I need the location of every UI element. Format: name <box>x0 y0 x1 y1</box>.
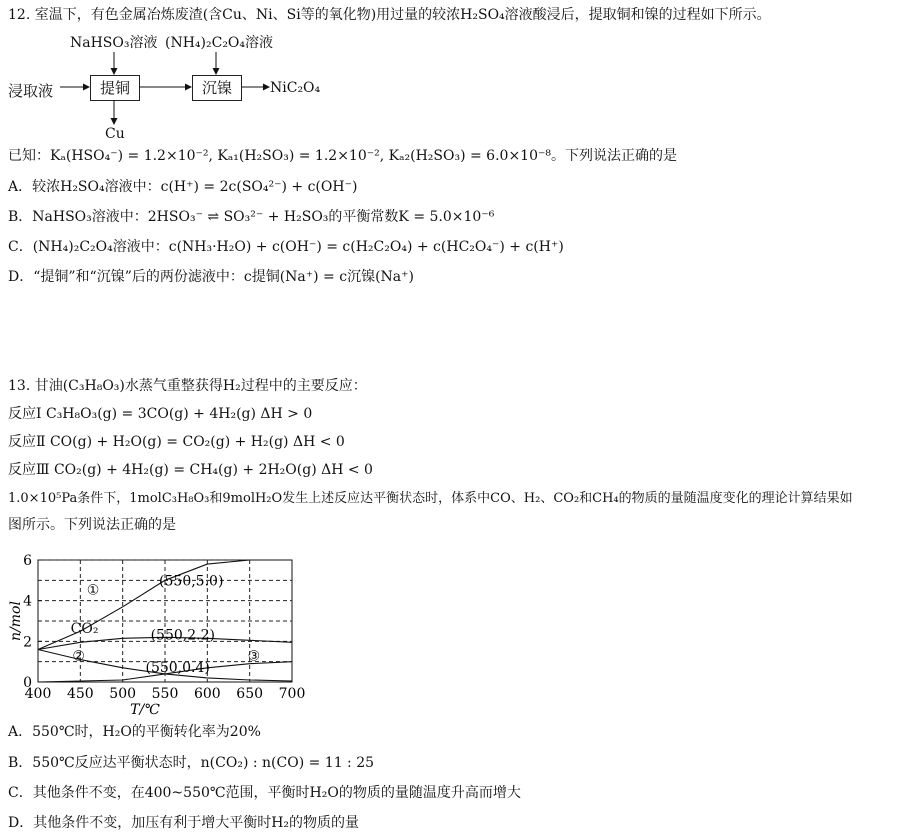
q13-condition-1: 1.0×10⁵Pa条件下，1molC₃H₈O₃和9molH₂O发生上述反应达平衡状态时，体系中CO、H₂、CO₂和CH₄的物质的量随温度变化的理论计算结果如 <box>8 491 853 506</box>
q13-option-c: C．其他条件不变，在400~550℃范围，平衡时H₂O的物质的量随温度升高而增大 <box>8 785 521 801</box>
series-label: ② <box>72 648 85 665</box>
x-tick-label: 650 <box>236 686 264 702</box>
x-tick-label: 450 <box>66 686 94 702</box>
y-tick-label: 6 <box>23 553 32 569</box>
q13-stem: 13. 甘油(C₃H₈O₃)水蒸气重整获得H₂过程中的主要反应： <box>8 378 367 394</box>
reagent-nahso3: NaHSO₃溶液 <box>70 35 158 51</box>
q13-condition-2: 图所示。下列说法正确的是 <box>8 517 176 533</box>
byproduct-cu: Cu <box>105 126 125 142</box>
q13-option-b: B．550℃反应达平衡状态时，n(CO₂) : n(CO) = 11 : 25 <box>8 755 375 771</box>
q13-reaction-1: 反应Ⅰ C₃H₈O₃(g) = 3CO(g) + 4H₂(g) ΔH > 0 <box>8 406 313 422</box>
q13-reaction-2: 反应Ⅱ CO(g) + H₂O(g) = CO₂(g) + H₂(g) ΔH < 0 <box>8 434 345 450</box>
point-annotation: (550,5.0) <box>159 573 224 590</box>
series-label: ① <box>86 582 100 599</box>
x-tick-label: 400 <box>24 686 52 702</box>
x-tick-label: 600 <box>193 686 221 702</box>
reagent-oxalate: (NH₄)₂C₂O₄溶液 <box>165 35 274 51</box>
series-label: CO₂ <box>70 621 99 638</box>
x-axis-label: T/℃ <box>130 702 160 718</box>
x-tick-label: 700 <box>278 686 306 702</box>
flow-arrows <box>0 0 330 140</box>
y-tick-label: 0 <box>23 675 32 691</box>
x-tick-label: 500 <box>109 686 137 702</box>
y-tick-label: 2 <box>23 634 32 651</box>
temperature-chart <box>0 540 320 720</box>
y-axis-label: n/mol <box>8 601 24 641</box>
series-label: ③ <box>247 648 261 665</box>
q12-stem: 12. 室温下，有色金属冶炼废渣(含Cu、Ni、Si等的氧化物)用过量的较浓H₂SO₄溶液酸浸后，提取铜和镍的过程如下所示。 <box>8 7 771 23</box>
point-annotation: (550,0.4) <box>145 659 210 676</box>
input-leachate: 浸取液 <box>8 82 54 100</box>
q12-option-c: C．(NH₄)₂C₂O₄溶液中：c(NH₃·H₂O) + c(OH⁻) = c(H₂C₂O₄) + c(HC₂O₄⁻) + c(H⁺) <box>8 239 564 255</box>
step-precipitate-nickel: 沉镍 <box>192 75 242 101</box>
x-tick-label: 550 <box>151 686 179 702</box>
q13-option-a: A．550℃时，H₂O的平衡转化率为20% <box>8 724 261 740</box>
q13-option-d: D．其他条件不变，加压有利于增大平衡时H₂的物质的量 <box>8 815 360 831</box>
product-nic2o4: NiC₂O₄ <box>270 80 321 96</box>
q12-option-d: D．“提铜”和“沉镍”后的两份滤液中：c提铜(Na⁺) = c沉镍(Na⁺) <box>8 269 414 285</box>
q12-option-b: B．NaHSO₃溶液中：2HSO₃⁻ ⇌ SO₃²⁻ + H₂SO₃的平衡常数K = 5.0×10⁻⁶ <box>8 209 495 225</box>
point-annotation: (550,2.2) <box>150 627 215 644</box>
q12-option-a: A．较浓H₂SO₄溶液中：c(H⁺) = 2c(SO₄²⁻) + c(OH⁻) <box>8 179 358 195</box>
step-extract-copper: 提铜 <box>90 75 140 101</box>
y-tick-label: 4 <box>23 593 32 610</box>
q12-known: 已知：Kₐ(HSO₄⁻) = 1.2×10⁻², Kₐ₁(H₂SO₃) = 1.2×10⁻², Kₐ₂(H₂SO₃) = 6.0×10⁻⁸。下列说法正确的是 <box>8 148 677 164</box>
q13-reaction-3: 反应Ⅲ CO₂(g) + 4H₂(g) = CH₄(g) + 2H₂O(g) ΔH < 0 <box>8 462 373 478</box>
